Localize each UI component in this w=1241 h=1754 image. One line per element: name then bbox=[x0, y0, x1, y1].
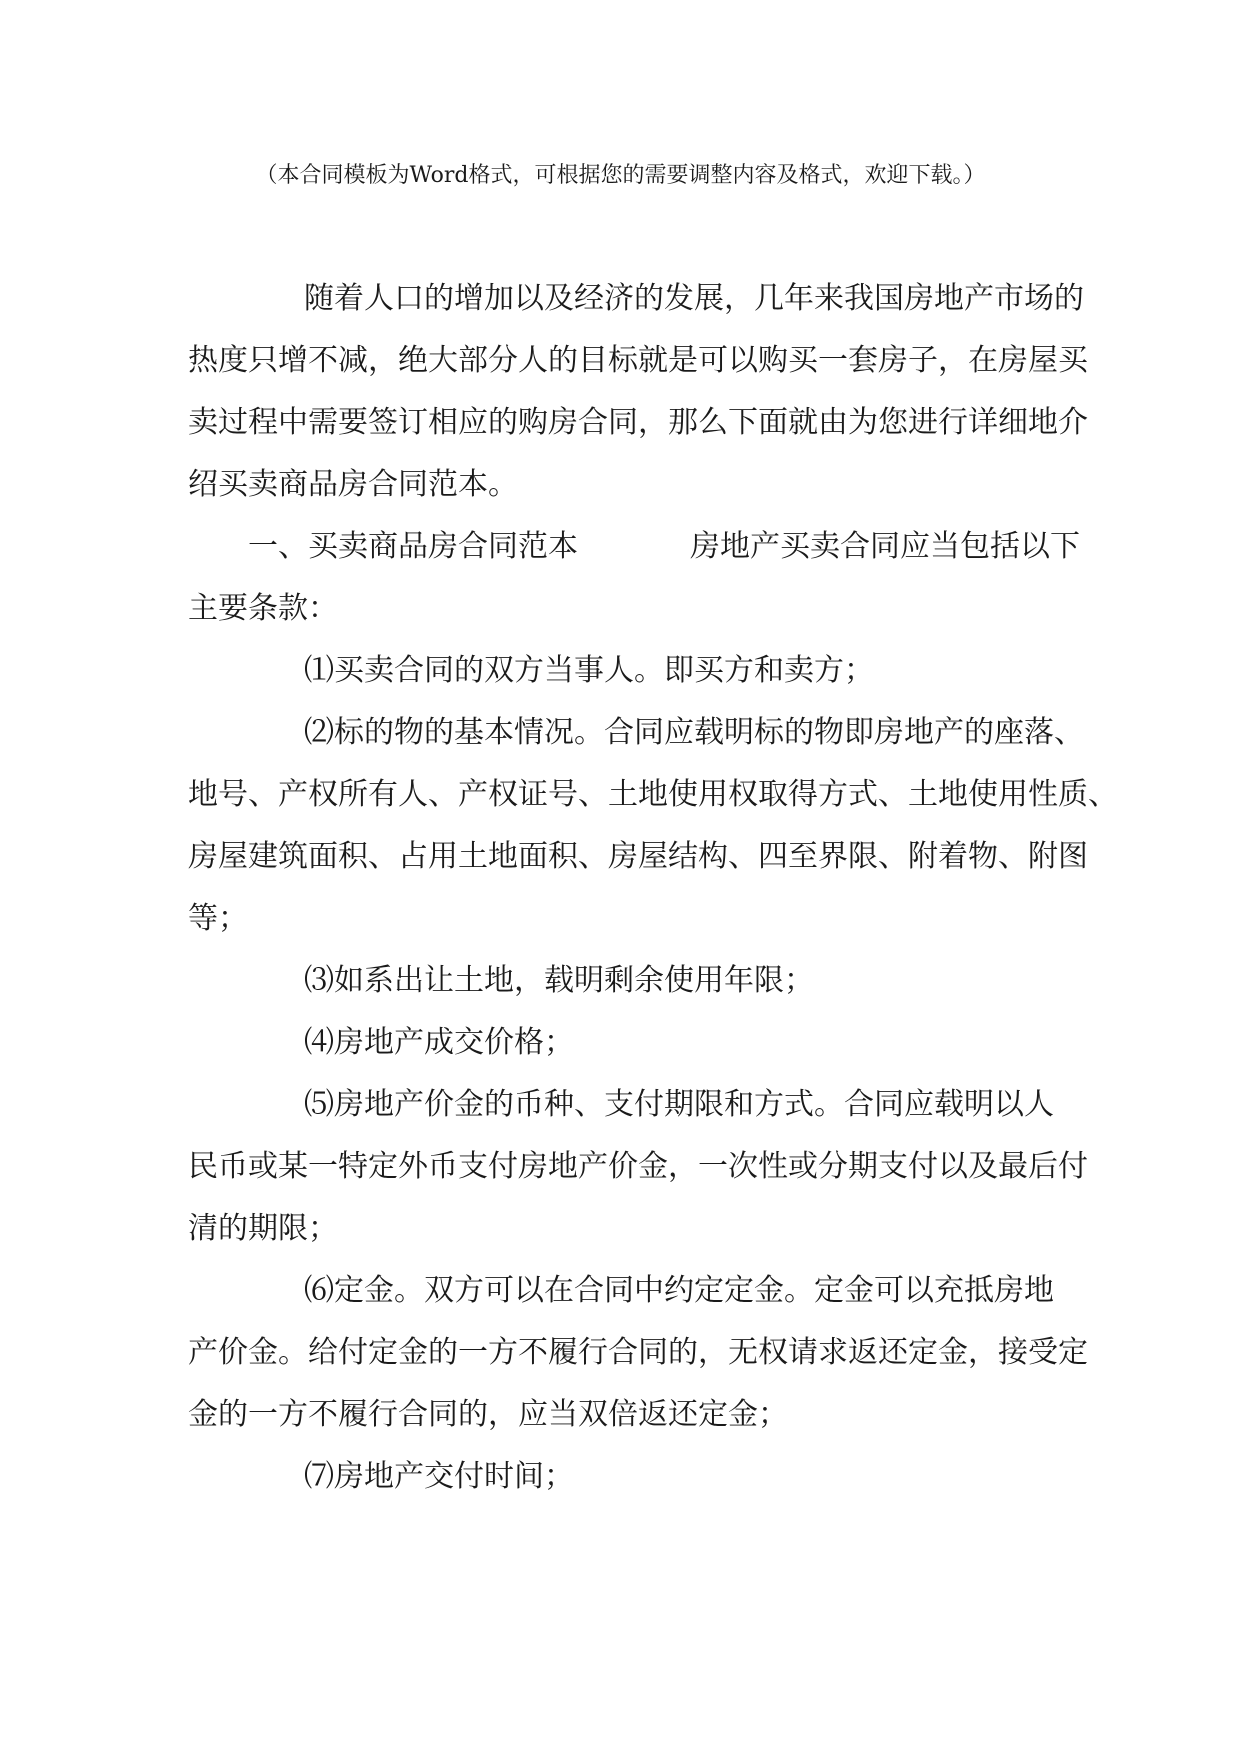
clause-line: 等； bbox=[188, 901, 248, 936]
clause-line: 清的期限； bbox=[188, 1211, 338, 1246]
clause-line: ⑵标的物的基本情况。合同应载明标的物即房地产的座落、 bbox=[304, 715, 1084, 750]
clause-line: 金的一方不履行合同的，应当双倍返还定金； bbox=[188, 1397, 788, 1432]
clause-1 bbox=[188, 640, 1054, 702]
clause-4 bbox=[188, 1012, 1054, 1074]
clause-line: 地号、产权所有人、产权证号、土地使用权取得方式、土地使用性质、 bbox=[188, 777, 1118, 812]
intro-line: 随着人口的增加以及经济的发展，几年来我国房地产市场的 bbox=[304, 281, 1084, 316]
section-1-cont: 主要条款： bbox=[188, 591, 338, 626]
clause-2 bbox=[188, 702, 1118, 950]
template-note: （本合同模板为Word格式，可根据您的需要调整内容及格式，欢迎下载。） bbox=[255, 163, 986, 188]
intro-line: 热度只增不减，绝大部分人的目标就是可以购买一套房子，在房屋买 bbox=[188, 343, 1088, 378]
section-1-paragraph bbox=[188, 516, 1080, 640]
intro-line: 绍买卖商品房合同范本。 bbox=[188, 467, 518, 502]
clause-3 bbox=[188, 950, 1054, 1012]
clause-6 bbox=[188, 1260, 1088, 1446]
document-body bbox=[188, 268, 1118, 1508]
clause-line: ⑺房地产交付时间； bbox=[304, 1459, 574, 1494]
clause-line: 房屋建筑面积、占用土地面积、房屋结构、四至界限、附着物、附图 bbox=[188, 839, 1088, 874]
section-1-lead: 房地产买卖合同应当包括以下 bbox=[690, 529, 1080, 564]
clause-line: ⑶如系出让土地，载明剩余使用年限； bbox=[304, 963, 814, 998]
clause-line: 民币或某一特定外币支付房地产价金，一次性或分期支付以及最后付 bbox=[188, 1149, 1088, 1184]
section-1-line bbox=[188, 516, 1080, 578]
clause-line: ⑴买卖合同的双方当事人。即买方和卖方； bbox=[304, 653, 874, 688]
clause-line: 产价金。给付定金的一方不履行合同的，无权请求返还定金，接受定 bbox=[188, 1335, 1088, 1370]
intro-line: 卖过程中需要签订相应的购房合同，那么下面就由为您进行详细地介 bbox=[188, 405, 1088, 440]
clause-7 bbox=[188, 1446, 1054, 1508]
clause-line: ⑹定金。双方可以在合同中约定定金。定金可以充抵房地 bbox=[304, 1273, 1054, 1308]
clause-line: ⑷房地产成交价格； bbox=[304, 1025, 574, 1060]
intro-paragraph bbox=[188, 268, 1088, 516]
section-1-heading: 一、买卖商品房合同范本 bbox=[248, 529, 578, 564]
clause-line: ⑸房地产价金的币种、支付期限和方式。合同应载明以人 bbox=[304, 1087, 1054, 1122]
clause-5 bbox=[188, 1074, 1088, 1260]
